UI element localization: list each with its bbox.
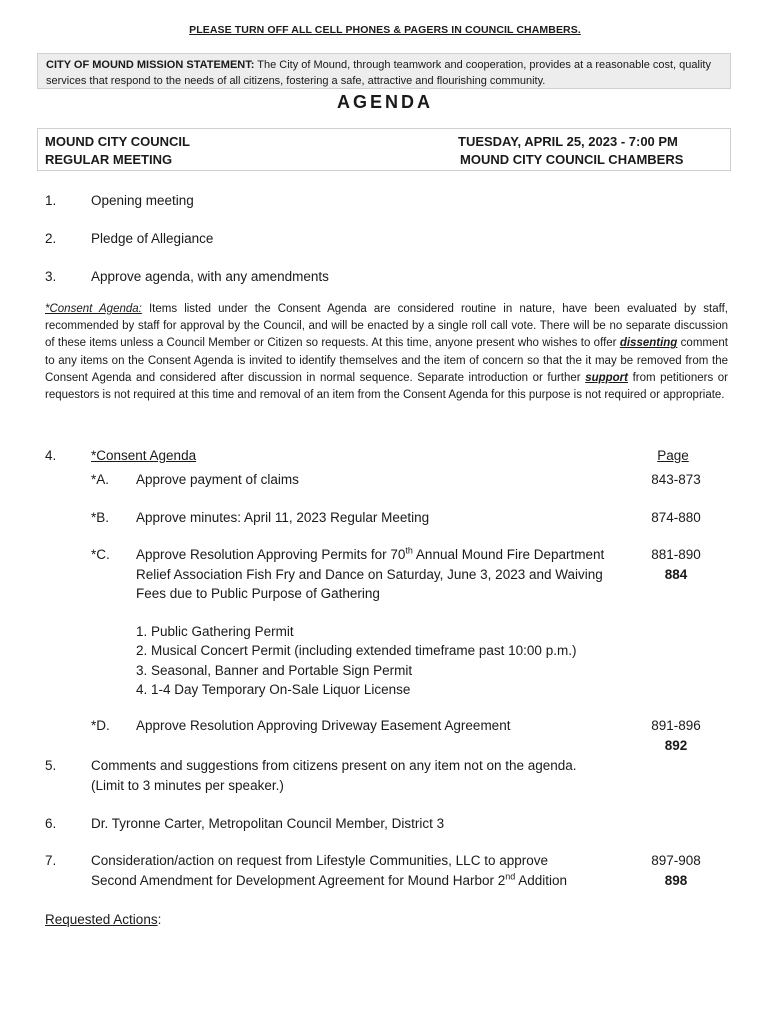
- consent-note-text-1: Items listed under the Consent Agenda are considered routine in nature, have been evaluated by staff, recommended by staff for approval by the Council, and will be enacted by a single roll call vote. There will be no separate discussion of these items unless a Council Member or Citizen so requests. At this time, anyone present who wishes to offer: [45, 303, 728, 350]
- meeting-location: MOUND CITY COUNCIL CHAMBERS: [460, 152, 684, 167]
- item-2-number: 2.: [45, 231, 57, 246]
- item-7-line-1: Consideration/action on request from Lifestyle Communities, LLC to approve: [91, 853, 548, 868]
- item-4c-line-2: Relief Association Fish Fry and Dance on Saturday, June 3, 2023 and Waiving: [136, 566, 603, 582]
- item-6-text: Dr. Tyronne Carter, Metropolitan Council Member, District 3: [91, 816, 445, 831]
- cell-phone-notice: PLEASE TURN OFF ALL CELL PHONES & PAGERS IN COUNCIL CHAMBERS.: [189, 24, 581, 36]
- meeting-date-time: TUESDAY, APRIL 25, 2023 - 7:00 PM: [458, 134, 678, 149]
- item-4b-text: Approve minutes: April 11, 2023 Regular Meeting: [136, 510, 430, 525]
- permit-list-item: 1. Public Gathering Permit: [136, 624, 294, 639]
- item-4c-label: *C.: [91, 547, 110, 562]
- item-4b-pages: 874-880: [651, 510, 701, 525]
- item-7-key-page: 898: [664, 872, 688, 888]
- dissenting-word: dissenting: [619, 337, 678, 350]
- item-5-line-2: (Limit to 3 minutes per speaker.): [91, 777, 284, 793]
- consent-note-label: *Consent Agenda:: [45, 303, 142, 315]
- mission-label: CITY OF MOUND MISSION STATEMENT:: [46, 59, 255, 71]
- item-4d-label: *D.: [91, 718, 110, 733]
- item-4a-label: *A.: [91, 472, 110, 487]
- item-4c-pages: 881-890 884: [646, 545, 706, 584]
- mission-statement-box: [37, 53, 731, 89]
- item-7-line-2: Second Amendment for Development Agreement for Mound Harbor 2nd Addition: [91, 871, 568, 888]
- item-4d-pages: 891-896 892: [646, 716, 706, 755]
- item-2-text: Pledge of Allegiance: [91, 231, 214, 246]
- item-4d-text: Approve Resolution Approving Driveway Easement Agreement: [136, 718, 511, 733]
- item-3-number: 3.: [45, 269, 57, 284]
- item-1-number: 1.: [45, 193, 57, 208]
- item-4b-label: *B.: [91, 510, 110, 525]
- item-4a-pages: 843-873: [651, 472, 701, 487]
- item-5-number: 5.: [45, 758, 57, 773]
- item-4d-key-page: 892: [664, 737, 688, 753]
- item-7-number: 7.: [45, 853, 57, 868]
- consent-agenda-note: [45, 301, 728, 404]
- item-4c-key-page: 884: [664, 566, 688, 582]
- support-word: support: [585, 371, 628, 384]
- permit-list-item: 3. Seasonal, Banner and Portable Sign Permit: [136, 662, 413, 678]
- permit-list: [136, 622, 576, 700]
- item-5-text: [91, 756, 577, 795]
- item-7-pages: 897-908 898: [646, 851, 706, 890]
- permit-list-item: 2. Musical Concert Permit (including extended timeframe past 10:00 p.m.): [136, 643, 577, 659]
- item-4-number: 4.: [45, 448, 57, 463]
- requested-actions-heading: Requested Actions:: [45, 912, 162, 927]
- item-1-text: Opening meeting: [91, 193, 194, 208]
- agenda-title: AGENDA: [336, 92, 433, 112]
- meeting-info-box: [37, 128, 731, 171]
- page-column-header: Page: [657, 448, 689, 463]
- council-name: MOUND CITY COUNCIL: [45, 134, 190, 149]
- consent-note-text-3: from petitioners or requestors is not required at this time and removal of an item from the Consent Agenda for this purpose is not required or appropriate.: [45, 371, 728, 402]
- item-5-line-1: Comments and suggestions from citizens present on any item not on the agenda.: [91, 758, 577, 773]
- item-6-number: 6.: [45, 816, 57, 831]
- meeting-type: REGULAR MEETING: [45, 152, 173, 167]
- item-3-text: Approve agenda, with any amendments: [91, 269, 329, 284]
- item-7-text: [91, 851, 631, 890]
- item-4c-line-1: Approve Resolution Approving Permits for 70th Annual Mound Fire Department: [136, 545, 605, 562]
- item-4c-text: [136, 545, 636, 604]
- consent-note-text-2: comment to any items on the Consent Agenda is invited to identify themselves and the item of concern so that the it may be removed from the Consent Agenda and considered after discussion in normal sequence. Separate introduction or further: [45, 337, 728, 384]
- permit-list-item: 4. 1-4 Day Temporary On-Sale Liquor License: [136, 682, 411, 698]
- item-4a-text: Approve payment of claims: [136, 472, 299, 487]
- item-4c-line-3: Fees due to Public Purpose of Gathering: [136, 586, 380, 601]
- item-4-consent-heading: *Consent Agenda: [91, 448, 197, 463]
- mission-text: The City of Mound, through teamwork and cooperation, provides at a reasonable cost, quality services that respond to the needs of all citizens, fostering a safe, attractive and flourishing community.: [46, 59, 711, 87]
